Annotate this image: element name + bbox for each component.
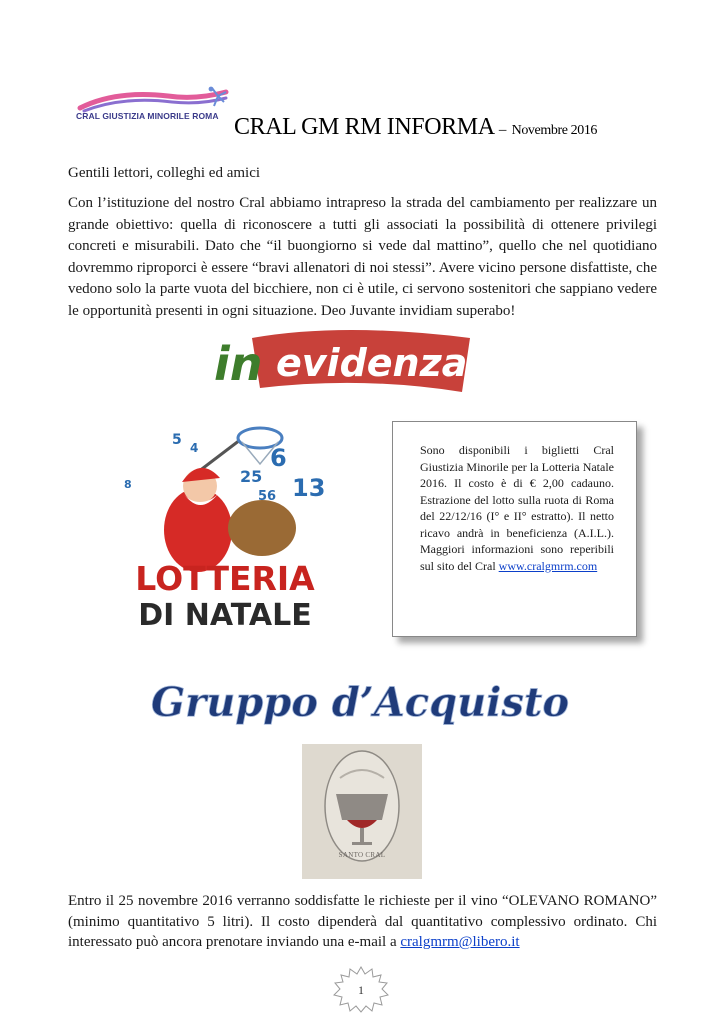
cral-website-link[interactable]: www.cralgmrm.com xyxy=(498,558,598,573)
lotto-number: 4 xyxy=(190,441,199,455)
page-title xyxy=(234,114,597,141)
in-evidenza-banner xyxy=(212,318,477,400)
final-paragraph-body: Entro il 25 novembre 2016 verranno soddisfatte le richieste per il vino “OLEVANO ROMANO” (minimo quantitativo 5 litri). Il costo dipenderà dal quantitativo complessivo ordinato. Chi interessato può ancora prenotare inviando una e-mail a xyxy=(68,893,657,950)
lotto-number: 8 xyxy=(124,478,132,491)
lotteria-line2: DI NATALE xyxy=(138,598,312,633)
title-month: Novembre 2016 xyxy=(511,123,598,138)
lotteria-line1: LOTTERIA xyxy=(135,559,315,598)
lotteria-info-text xyxy=(420,442,614,574)
santo-cral-label: SANTO CRAL xyxy=(338,851,386,859)
page-number-badge xyxy=(327,965,395,1013)
wine-glass-icon xyxy=(336,794,388,820)
email-link[interactable]: cralgmrm@libero.it xyxy=(400,934,520,950)
sack-icon xyxy=(228,500,296,556)
final-paragraph xyxy=(68,891,657,953)
title-main: CRAL GM RM INFORMA xyxy=(234,114,494,140)
lotto-number: 13 xyxy=(292,474,326,502)
santo-cral-logo xyxy=(302,744,422,879)
cral-logo xyxy=(76,86,232,130)
lotto-number: 6 xyxy=(270,444,287,472)
evidenza-word-text: evidenza xyxy=(276,341,468,385)
logo-text: CRAL GIUSTIZIA MINORILE ROMA xyxy=(76,111,219,121)
lotteria-illustration xyxy=(120,420,330,635)
gruppo-title-text: Gruppo d’Acquisto xyxy=(150,679,570,726)
title-separator: – xyxy=(498,122,507,138)
lotteria-info-body: Sono disponibili i biglietti Cral Giustizia Minorile per la Lotteria Natale 2016. Il costo è di € 2,00 cadauno. Estrazione del lotto sulla ruota di Roma del 22/12/16 (I° e II° estratto). Il netto ricavo andrà in beneficienza (A.I.L.). Maggiori informazioni sono reperibili sul sito del Cral xyxy=(420,443,614,573)
page-number: 1 xyxy=(358,983,364,997)
lotto-number: 25 xyxy=(240,467,263,486)
lotto-number: 56 xyxy=(258,489,277,504)
lotto-number: 5 xyxy=(172,432,182,448)
greeting: Gentili lettori, colleghi ed amici xyxy=(68,165,261,181)
lotteria-info-box xyxy=(392,421,637,637)
gruppo-acquisto-heading xyxy=(80,676,640,732)
evidenza-in-text: in xyxy=(214,337,263,391)
intro-paragraph: Con l’istituzione del nostro Cral abbiamo intrapreso la strada del cambiamento per realizzare un grande obiettivo: quella di riconoscere a tutti gli associati la possibilità di ottenere privilegi concreti e misurabili. Dato che “il buongiorno si vede dal mattino”, quello che nel quotidiano dovremmo riproporci è essere “bravi allenatori di noi stessi”. Avere vicino persone disfattiste, che vedono solo la parte vuota del bicchiere, non ci è utile, ci servono sostenitori che sappiano vedere le opportunità presenti in ogni situazione. Deo Juvante invidiam superabo! xyxy=(68,195,657,319)
